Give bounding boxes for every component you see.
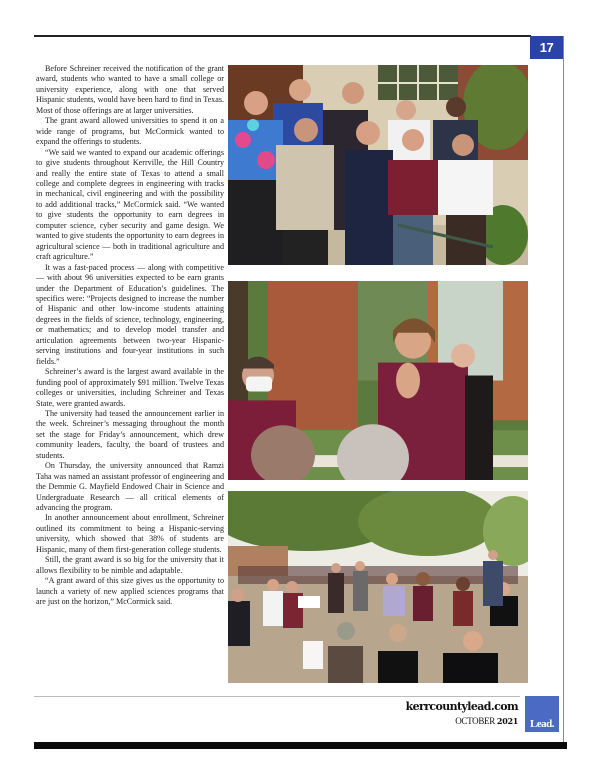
logo-text: Lead. [529, 718, 555, 730]
article-paragraph: “A grant award of this size gives us the opportunity to launch a variety of new applied sciences programs that are just on the horizon,” McCormick said. [36, 576, 224, 607]
photo-group-portrait [228, 65, 528, 265]
article-paragraph: Still, the grant award is so big for the university that it allows flexibility to be nimble and adaptable. [36, 555, 224, 575]
article-paragraph: “We said we wanted to expand our academic offerings to give students throughout Kerrville, the Hill Country and really the entire state of Texas to attend a small college and complete degrees in engineering with tracks in mechanical, civil engineering and with the possibility to add additional tracks,” McCormick said. “We wanted to give students the opportunity to earn degrees in computer science, cyber security and game design. We wanted to give students the opportunity to earn degrees in agricultural science — both in traditional agriculture and craft agriculture.” [36, 147, 224, 262]
footer-month: OCTOBER [455, 716, 495, 726]
footer-issue-date [455, 716, 518, 726]
article-paragraph: The university had teased the announcement earlier in the week. Schreiner’s messaging throughout the month set the stage for Friday’s announcement, which drew community leaders, faculty, the board of trustees and students. [36, 408, 224, 460]
header-rule [34, 35, 531, 37]
article-paragraph: It was a fast-paced process — along with competitive — with about 96 universities expected to be earn grants under the Department of Education’s guidelines. The specifics were: “Projects designed to increase the number of Hispanic and other low-income students attaining degrees in the fields of science, technology, engineering, or mathematics; and to develop model transfer and articulation agreements between two-year Hispanic-serving institutions and four-year institutions in such fields.” [36, 262, 224, 366]
footer-year: 2021 [496, 716, 518, 726]
article-body [36, 64, 224, 608]
article-paragraph: Before Schreiner received the notification of the grant award, students who wanted to have a small college or university experience, along with one that served Hispanic students, would have been hard to find in Texas. Most of those offerings are at larger universities. [36, 64, 224, 115]
footer-rule [34, 696, 520, 697]
lead-logo [525, 696, 559, 732]
article-paragraph: The grant award allowed universities to spend it on a wide range of programs, but McCormick wanted to expand the offerings to students. [36, 116, 224, 147]
photo-applause [228, 281, 528, 480]
article-paragraph: Schreiner’s award is the largest award available in the funding pool of approximately $91 million. Twelve Texas colleges or universities, including Schreiner and Texas State, were granted awards. [36, 367, 224, 408]
page-number: 17 [530, 36, 563, 59]
right-margin-rule [563, 36, 564, 742]
footer-website: kerrcountylead.com [405, 700, 518, 713]
photo-crowd [228, 491, 528, 683]
article-paragraph: On Thursday, the university announced that Ramzi Taha was named an assistant professor of engineering and the Demmie G. Mayfield Endowed Chair in Science and Undergraduate Research — all critical elements of advancing the program. [36, 461, 224, 513]
footer-bar [34, 742, 567, 749]
article-paragraph: In another announcement about enrollment, Schreiner outlined its commitment to being a Hispanic-serving university, which showed that 38% of students are Hispanic, many of them first-generation college students. [36, 513, 224, 554]
